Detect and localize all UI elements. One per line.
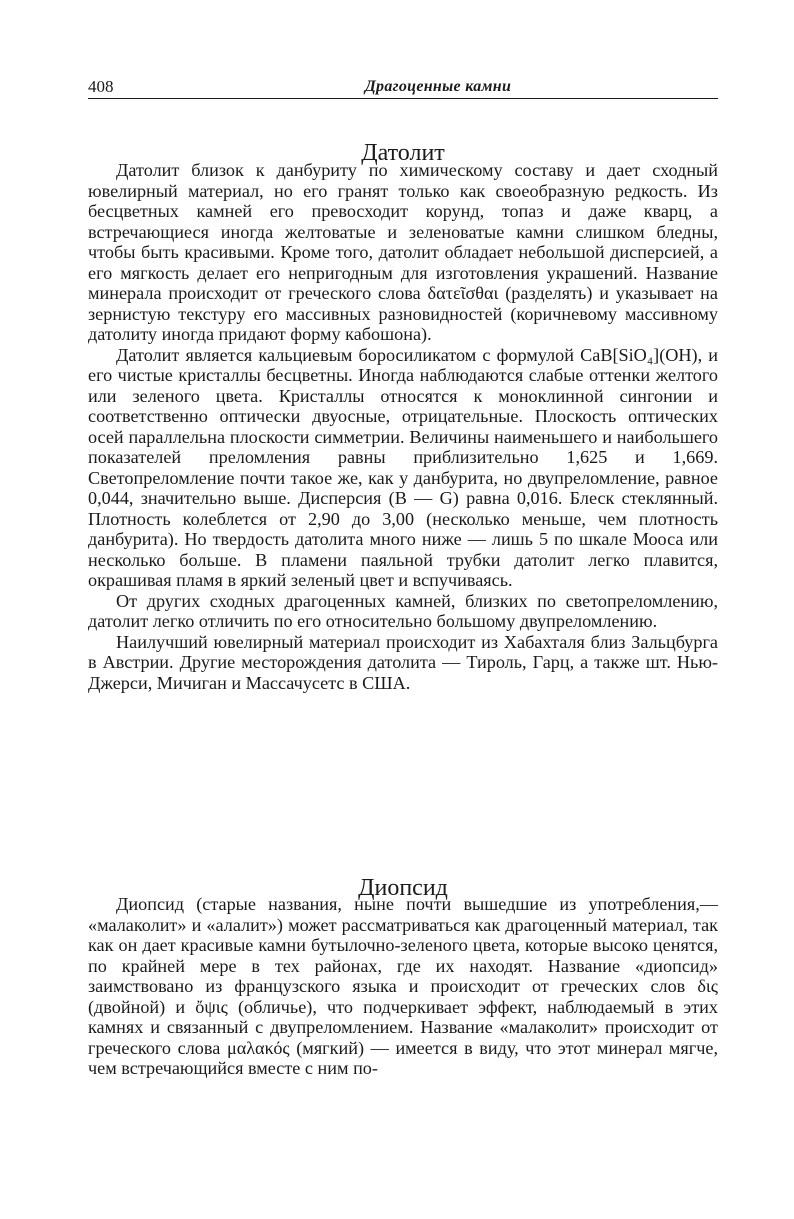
section-title-diopside: Диопсид bbox=[358, 874, 448, 901]
paragraph: Датолит является кальциевым боросиликатом с формулой CaB[SiO₄](OH), и его чистые кристаллы бесцветны. Иногда наблюдаются слабые оттенки желтого или зеленого цвета. Кристаллы относятся к моноклинной сингонии и соответственно оптически двуосные, отрицательные. Плоскость оптических осей параллельна плоскости симметрии. Величины наименьшего и наибольшего показателей преломления равны приблизительно 1,625 и 1,669. Светопреломление почти такое же, как у данбурита, но двупреломление, равное 0,044, значительно выше. Дисперсия (B — G) равна 0,016. Блеск стеклянный. Плотность колеблется от 2,90 до 3,00 (несколько меньше, чем плотность данбурита). Но твердость датолита много ниже — лишь 5 по шкале Мооса или несколько больше. В пламени паяльной трубки датолит легко плавится, окрашивая пламя в яркий зеленый цвет и вспучиваясь. bbox=[88, 344, 718, 590]
paragraph: Датолит близок к данбуриту по химическому составу и дает сходный ювелирный материал, но его гранят только как своеобразную редкость. Из бесцветных камней его превосходит корунд, топаз и даже кварц, а встречающиеся иногда желтоватые и зеленоватые камни слишком бледны, чтобы быть красивыми. Кроме того, датолит обладает небольшой дисперсией, а его мягкость делает его непригодным для изготовления украшений. Название минерала происходит от греческого слова δατεῖσθαι (разделять) и указывает на зернистую текстуру его массивных разновидностей (коричневому массивному датолиту иногда придают форму кабошона). bbox=[88, 160, 718, 344]
paragraph: От других сходных драгоценных камней, близких по светопреломлению, датолит легко отличить по его относительно большому двупреломлению. bbox=[88, 590, 718, 631]
paragraph: Наилучший ювелирный материал происходит из Хабахталя близ Зальцбурга в Австрии. Другие месторождения датолита — Тироль, Гарц, а также шт. Нью-Джерси, Мичиган и Массачусетс в США. bbox=[88, 631, 718, 693]
section-title-datolite: Датолит bbox=[361, 139, 445, 166]
running-header bbox=[88, 76, 718, 99]
running-title: Драгоценные камни bbox=[364, 78, 512, 95]
page-number: 408 bbox=[88, 77, 114, 96]
section-body-diopside bbox=[88, 894, 718, 1079]
paragraph: Диопсид (старые названия, ныне почти вышедшие из употребления,— «малаколит» и «алалит») может рассматриваться как драгоценный материал, так как он дает красивые камни бутылочно-зеленого цвета, которые высоко ценятся, по крайней мере в тех районах, где их находят. Название «диопсид» заимствовано из французского языка и происходит от греческих слов δις (двойной) и ὄψις (обличье), что подчеркивает эффект, наблюдаемый в этих камнях и связанный с двупреломлением. Название «малаколит» происходит от греческого слова μαλακός (мягкий) — имеется в виду, что этот минерал мягче, чем встречающийся вместе с ним по- bbox=[88, 894, 718, 1078]
section-body-datolite bbox=[88, 160, 718, 693]
